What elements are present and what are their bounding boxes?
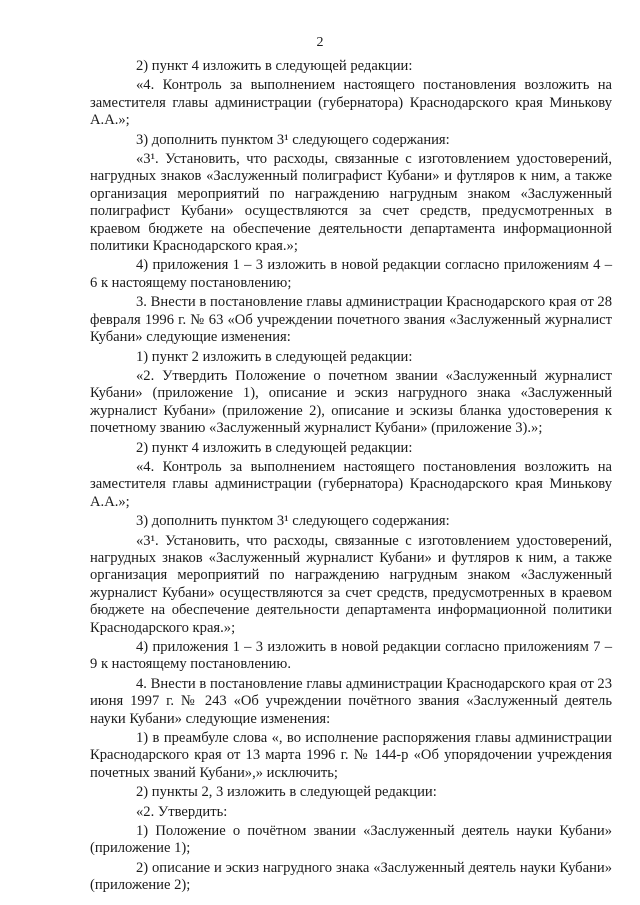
paragraph: 4. Внести в постановление главы администрации Краснодарского края от 23 июня 1997 г. № 243 «Об учреждении почётного звания «Заслуженный деятель науки Кубани» следующие изменения: [90,675,612,727]
paragraph: «2. Утвердить Положение о почетном звании «Заслуженный журналист Кубани» (приложение 1), описание и эскиз нагрудного знака «Заслуженный журналист Кубани» (приложение 2), описание и эскизы бланка удостоверения к почетному званию «Заслуженный журналист Кубани» (приложение 3).»; [90,367,612,437]
paragraph: 3) дополнить пунктом 3¹ следующего содержания: [136,513,450,530]
paragraph: 2) описание и эскиз нагрудного знака «Заслуженный деятель науки Кубани» (приложение 2); [90,859,612,894]
paragraph: 3) дополнить пунктом 3¹ следующего содержания: [136,131,450,148]
paragraph: 2) пункты 2, 3 изложить в следующей редакции: [136,784,437,801]
paragraph: 4) приложения 1 – 3 изложить в новой редакции согласно приложениям 7 – 9 к настоящему постановлению. [90,639,612,673]
paragraph: «4. Контроль за выполнением настоящего постановления возложить на заместителя главы администрации (губернатора) Краснодарского края Минькову А.А.»; [90,458,612,510]
paragraph: 2) пункт 4 изложить в следующей редакции: [136,58,413,74]
paragraph: «4. Контроль за выполнением настоящего постановления возложить на заместителя главы администрации (губернатора) Краснодарского края Минькову А.А.»; [90,77,612,129]
paragraph: «3¹. Установить, что расходы, связанные с изготовлением удостоверений, нагрудных знаков «Заслуженный журналист Кубани» и футляров к ним, а также организация мероприятий по награждению нагрудным знаком «Заслуженный журналист Кубани» осуществляются за счет средств, предусмотренных в краевом бюджете на обеспечение деятельности департамента информационной политики Краснодарского края.»; [90,532,612,636]
paragraph: 3. Внести в постановление главы администрации Краснодарского края от 28 февраля 1996 г. № 63 «Об учреждении почетного звания «Заслуженный журналист Кубани» следующие изменения: [90,294,612,346]
page-number: 2 [316,35,324,50]
paragraph: «2. Утвердить: [136,803,228,820]
paragraph: 2) пункт 4 изложить в следующей редакции: [136,439,413,456]
paragraph: 1) Положение о почётном звании «Заслуженный деятель науки Кубани» (приложение 1); [90,823,612,857]
paragraph: 1) пункт 2 изложить в следующей редакции: [136,348,413,365]
paragraph: 1) в преамбуле слова «, во исполнение распоряжения главы администрации Краснодарского края от 13 марта 1996 г. № 144-р «Об упорядочении учреждения почетных званий Кубани»,» исключить; [90,730,612,781]
paragraph: «3¹. Установить, что расходы, связанные с изготовлением удостоверений, нагрудных знаков «Заслуженный полиграфист Кубани» и футляров к ним, а также организация мероприятий по награждению нагрудным знаком «Заслуженный полиграфист Кубани» осуществляются за счет средств, предусмотренных в краевом бюджете на обеспечение деятельности департамента информационной политики Краснодарского края.»; [90,151,612,255]
paragraph: 4) приложения 1 – 3 изложить в новой редакции согласно приложениям 4 – 6 к настоящему постановлению; [90,257,612,291]
